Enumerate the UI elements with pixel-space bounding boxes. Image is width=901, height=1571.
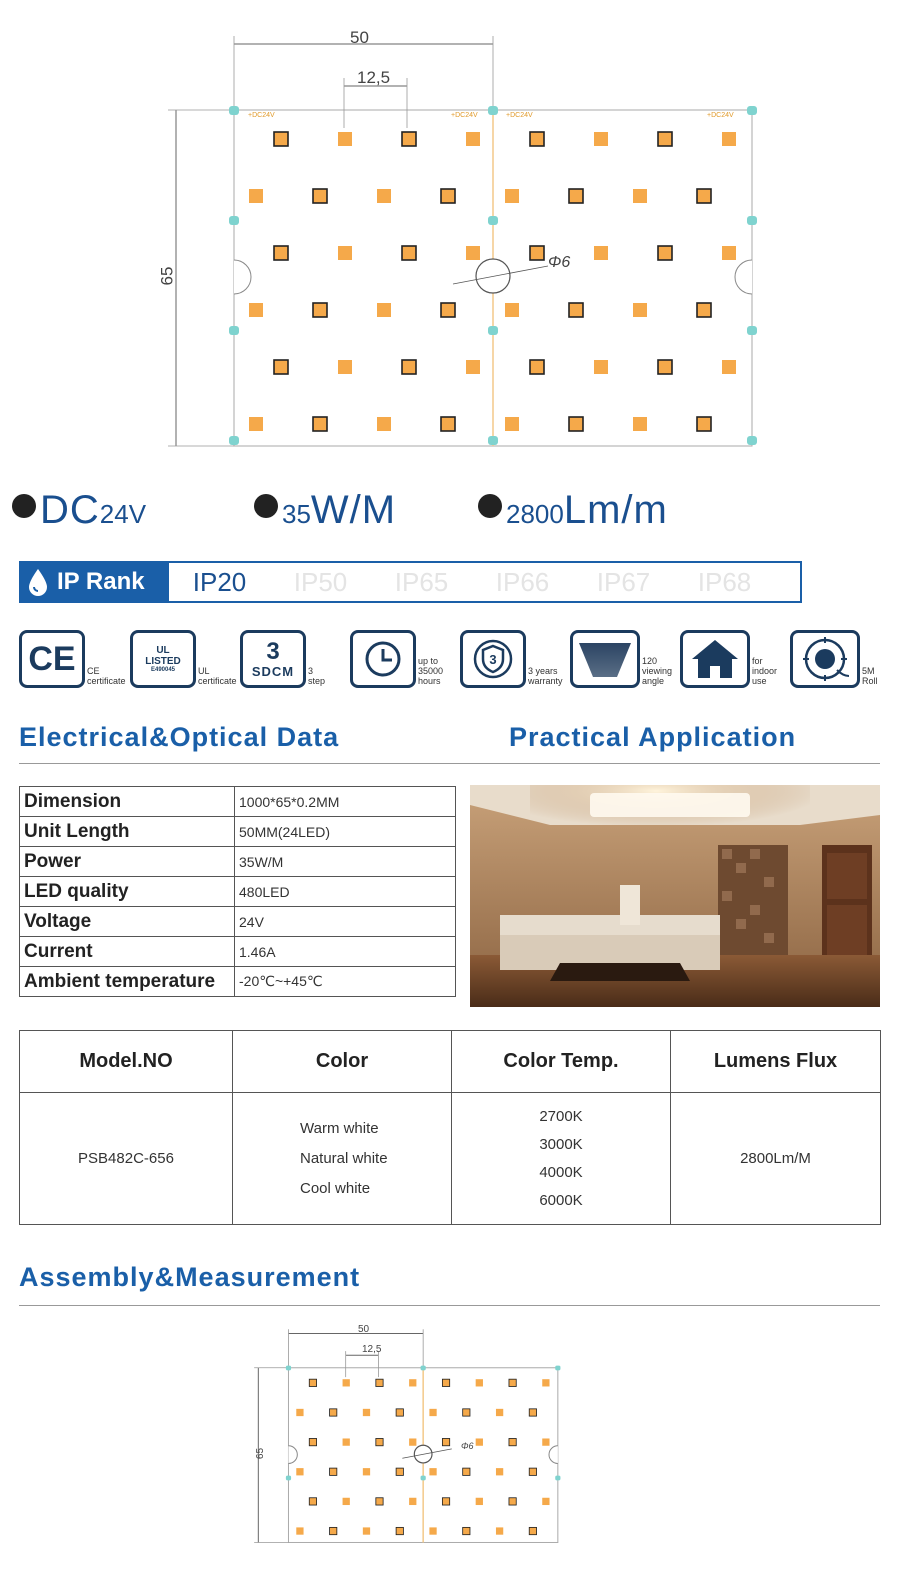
led-chip (363, 1468, 370, 1475)
led-chip (463, 1409, 470, 1416)
spec-value: 50MM(24LED) (235, 817, 456, 847)
solder-pad (555, 1476, 560, 1481)
ip-value-67: IP67 (596, 566, 651, 597)
table-header-row (20, 1031, 881, 1093)
cert-ce (19, 630, 127, 688)
table-row (20, 937, 456, 967)
table-row (20, 907, 456, 937)
led-chip (509, 1498, 516, 1505)
voltage-mark-2: +DC24V (451, 112, 478, 119)
solder-pad (488, 106, 498, 115)
led-chip (697, 417, 711, 431)
led-chip (313, 417, 327, 431)
mounting-hole (476, 259, 510, 293)
sdcm-number: 3 (266, 637, 280, 665)
sdcm-text: SDCM (251, 663, 295, 679)
led-chip (409, 1438, 416, 1445)
solder-pad (421, 1366, 426, 1371)
warranty-shield-icon (460, 630, 526, 688)
section-divider (19, 763, 880, 764)
led-chip (338, 360, 352, 374)
angle-caption: 120 viewing angle (642, 656, 673, 686)
led-chip (594, 132, 608, 146)
led-chip (505, 303, 519, 317)
model-number: PSB482C-656 (20, 1093, 233, 1225)
led-chip (633, 189, 647, 203)
temp-list (452, 1093, 671, 1225)
dc-value: 24V (99, 499, 147, 529)
led-chip (633, 303, 647, 317)
led-chip (429, 1409, 436, 1416)
led-chip (441, 189, 455, 203)
led-chip (396, 1527, 403, 1534)
led-chip (594, 360, 608, 374)
led-chip (429, 1527, 436, 1534)
voltage-mark-1: +DC24V (248, 112, 275, 119)
drawing-bottom-height-label: 65 (255, 1447, 267, 1460)
drawing-top-height-label: 65 (157, 266, 177, 286)
solder-pad (229, 326, 239, 335)
led-chip (442, 1438, 449, 1445)
led-chip (402, 360, 416, 374)
led-chip (466, 246, 480, 260)
header-model: Model.NO (20, 1031, 233, 1093)
header-lumens: Lumens Flux (671, 1031, 881, 1093)
led-chip (569, 303, 583, 317)
spec-value: -20℃~+45℃ (235, 967, 456, 997)
led-chip (658, 246, 672, 260)
led-chip (466, 132, 480, 146)
led-chip (697, 189, 711, 203)
spec-voltage (12, 488, 146, 533)
bullet-icon (12, 494, 36, 518)
led-chip (463, 1527, 470, 1534)
table-row (20, 817, 456, 847)
temp-item: 2700K (539, 1107, 583, 1125)
solder-pad (229, 216, 239, 225)
led-chip (409, 1379, 416, 1386)
model-table (19, 1030, 881, 1225)
led-chip (309, 1379, 316, 1386)
led-chip (722, 132, 736, 146)
solder-pad (555, 1366, 560, 1371)
led-chip (476, 1498, 483, 1505)
led-chip (463, 1468, 470, 1475)
drawing-bottom-pitch-label: 12,5 (362, 1344, 382, 1355)
led-chip (330, 1409, 337, 1416)
led-chip (529, 1527, 536, 1534)
led-chip (429, 1468, 436, 1475)
cert-angle (570, 630, 678, 688)
led-chip (343, 1379, 350, 1386)
ul-number: E490045 (150, 667, 176, 673)
cert-roll (790, 630, 882, 688)
color-item: Natural white (300, 1149, 388, 1167)
ul-icon (130, 630, 196, 688)
solder-pad (747, 216, 757, 225)
drawing-bottom-width-label: 50 (358, 1324, 370, 1335)
led-chip (313, 189, 327, 203)
cert-warranty (460, 630, 568, 688)
solder-pad (488, 326, 498, 335)
led-chip (722, 360, 736, 374)
led-chip (529, 1409, 536, 1416)
led-chip (466, 360, 480, 374)
spec-key: Current (20, 937, 235, 967)
temp-item: 4000K (539, 1163, 583, 1181)
led-chip (509, 1438, 516, 1445)
ip-value-66: IP66 (495, 566, 550, 597)
led-chip (496, 1468, 503, 1475)
led-chip (633, 417, 647, 431)
house-icon (680, 630, 750, 688)
spec-value: 24V (235, 907, 456, 937)
led-chip (476, 1438, 483, 1445)
header-color: Color (233, 1031, 452, 1093)
sdcm-caption: 3 step (308, 666, 326, 686)
section-title-application: Practical Application (509, 722, 797, 752)
viewing-angle-icon (570, 630, 640, 688)
led-chip (296, 1409, 303, 1416)
voltage-mark-4: +DC24V (707, 112, 734, 119)
solder-pad (286, 1476, 291, 1481)
led-chip (442, 1498, 449, 1505)
solder-pad (229, 436, 239, 445)
led-chip (530, 360, 544, 374)
ul-symbol: UL LISTED (145, 645, 181, 667)
led-chip (274, 132, 288, 146)
solder-pad (747, 106, 757, 115)
solder-pad (488, 216, 498, 225)
temp-item: 3000K (539, 1135, 583, 1153)
spec-key: LED quality (20, 877, 235, 907)
dc-prefix: DC (40, 488, 100, 532)
voltage-mark-3: +DC24V (506, 112, 533, 119)
led-chip (569, 417, 583, 431)
led-chip (409, 1498, 416, 1505)
color-item: Cool white (300, 1179, 371, 1197)
ip-value-50: IP50 (293, 566, 348, 597)
led-chip (476, 1379, 483, 1386)
led-chip (505, 189, 519, 203)
led-chip (697, 303, 711, 317)
led-chip (376, 1438, 383, 1445)
led-chip (402, 132, 416, 146)
drawing-top-hole-label: Φ6 (548, 254, 571, 271)
led-chip (530, 246, 544, 260)
led-chip (249, 189, 263, 203)
led-chip (274, 246, 288, 260)
solder-pad (286, 1366, 291, 1371)
led-chip (296, 1468, 303, 1475)
clock-icon (350, 630, 416, 688)
ip-value-68: IP68 (697, 566, 752, 597)
bullet-icon (254, 494, 278, 518)
warranty-caption: 3 years warranty (528, 666, 563, 686)
led-chip (309, 1498, 316, 1505)
led-chip (569, 189, 583, 203)
led-chip (338, 132, 352, 146)
spec-key: Ambient temperature (20, 967, 235, 997)
led-chip (542, 1438, 549, 1445)
led-chip (542, 1379, 549, 1386)
section-title-electrical: Electrical&Optical Data (19, 722, 340, 752)
led-chip (330, 1468, 337, 1475)
lumen-value: 2800 (506, 499, 564, 529)
led-chip (363, 1527, 370, 1534)
spec-key: Dimension (20, 787, 235, 817)
table-row (20, 787, 456, 817)
spec-value: 480LED (235, 877, 456, 907)
living-room-photo (470, 785, 880, 1007)
ce-icon: CE (19, 630, 85, 688)
led-chip (402, 246, 416, 260)
led-chip (343, 1438, 350, 1445)
led-chip (658, 132, 672, 146)
led-chip (529, 1468, 536, 1475)
led-chip (274, 360, 288, 374)
spec-lumen (478, 488, 668, 533)
led-chip (496, 1409, 503, 1416)
ce-caption: CE certificate (87, 666, 126, 686)
solder-pad (421, 1476, 426, 1481)
led-chip (396, 1409, 403, 1416)
led-chip (530, 132, 544, 146)
led-chip (442, 1379, 449, 1386)
led-chip (496, 1527, 503, 1534)
table-row (20, 1093, 881, 1225)
led-chip (343, 1498, 350, 1505)
power-unit: W/M (310, 488, 397, 532)
cert-sdcm (240, 630, 332, 688)
led-strip-drawing-top (160, 22, 760, 462)
led-chip (509, 1379, 516, 1386)
lumen-unit: Lm/m (563, 488, 668, 532)
drawing-top-width-label: 50 (350, 28, 369, 47)
drawing-bottom-hole-label: Φ6 (461, 1441, 474, 1451)
solder-pad (747, 436, 757, 445)
electrical-data-table (19, 786, 456, 997)
ul-caption: UL certificate (198, 666, 237, 686)
led-chip (722, 246, 736, 260)
led-chip (249, 417, 263, 431)
lumens-flux: 2800Lm/M (671, 1093, 881, 1225)
led-chip (377, 417, 391, 431)
spec-key: Power (20, 847, 235, 877)
header-color-temp: Color Temp. (452, 1031, 671, 1093)
led-chip (441, 417, 455, 431)
cert-ul (130, 630, 238, 688)
led-chip (396, 1468, 403, 1475)
ip-rank-label: IP Rank (57, 568, 145, 595)
led-chip (296, 1527, 303, 1534)
led-chip (542, 1498, 549, 1505)
led-chip (377, 189, 391, 203)
led-chip (505, 417, 519, 431)
led-chip (376, 1379, 383, 1386)
led-chip (249, 303, 263, 317)
spec-power (254, 488, 396, 533)
spec-key: Unit Length (20, 817, 235, 847)
led-chip (313, 303, 327, 317)
cert-indoor (680, 630, 788, 688)
water-drop-icon (27, 568, 49, 596)
table-row (20, 967, 456, 997)
bullet-icon (478, 494, 502, 518)
led-chip (363, 1409, 370, 1416)
cert-lifetime (350, 630, 458, 688)
led-strip-drawing-bottom (250, 1322, 580, 1570)
led-chip (376, 1498, 383, 1505)
drawing-top-pitch-label: 12,5 (357, 68, 391, 87)
power-value: 35 (282, 499, 311, 529)
section-divider (19, 1305, 880, 1306)
led-chip (441, 303, 455, 317)
spec-value: 35W/M (235, 847, 456, 877)
led-chip (338, 246, 352, 260)
color-item: Warm white (300, 1119, 379, 1137)
warranty-number: 3 (489, 652, 497, 667)
temp-item: 6000K (539, 1191, 583, 1209)
ip-rank-bar (19, 561, 802, 603)
lifetime-caption: up to 35000 hours (418, 656, 444, 686)
color-list (233, 1093, 452, 1225)
led-chip (658, 360, 672, 374)
spec-key: Voltage (20, 907, 235, 937)
ip-rank-label-box (21, 563, 169, 601)
solder-pad (747, 326, 757, 335)
spec-value: 1.46A (235, 937, 456, 967)
table-row (20, 877, 456, 907)
roll-caption: 5M Roll (862, 666, 878, 686)
ip-value-65: IP65 (394, 566, 449, 597)
sdcm-icon (240, 630, 306, 688)
section-title-assembly: Assembly&Measurement (19, 1262, 361, 1292)
solder-pad (488, 436, 498, 445)
led-chip (330, 1527, 337, 1534)
solder-pad (229, 106, 239, 115)
indoor-caption: for indoor use (752, 656, 778, 686)
led-chip (309, 1438, 316, 1445)
spec-value: 1000*65*0.2MM (235, 787, 456, 817)
led-chip (594, 246, 608, 260)
reel-icon (790, 630, 860, 688)
led-chip (377, 303, 391, 317)
ip-value-20: IP20 (192, 566, 247, 597)
table-row (20, 847, 456, 877)
